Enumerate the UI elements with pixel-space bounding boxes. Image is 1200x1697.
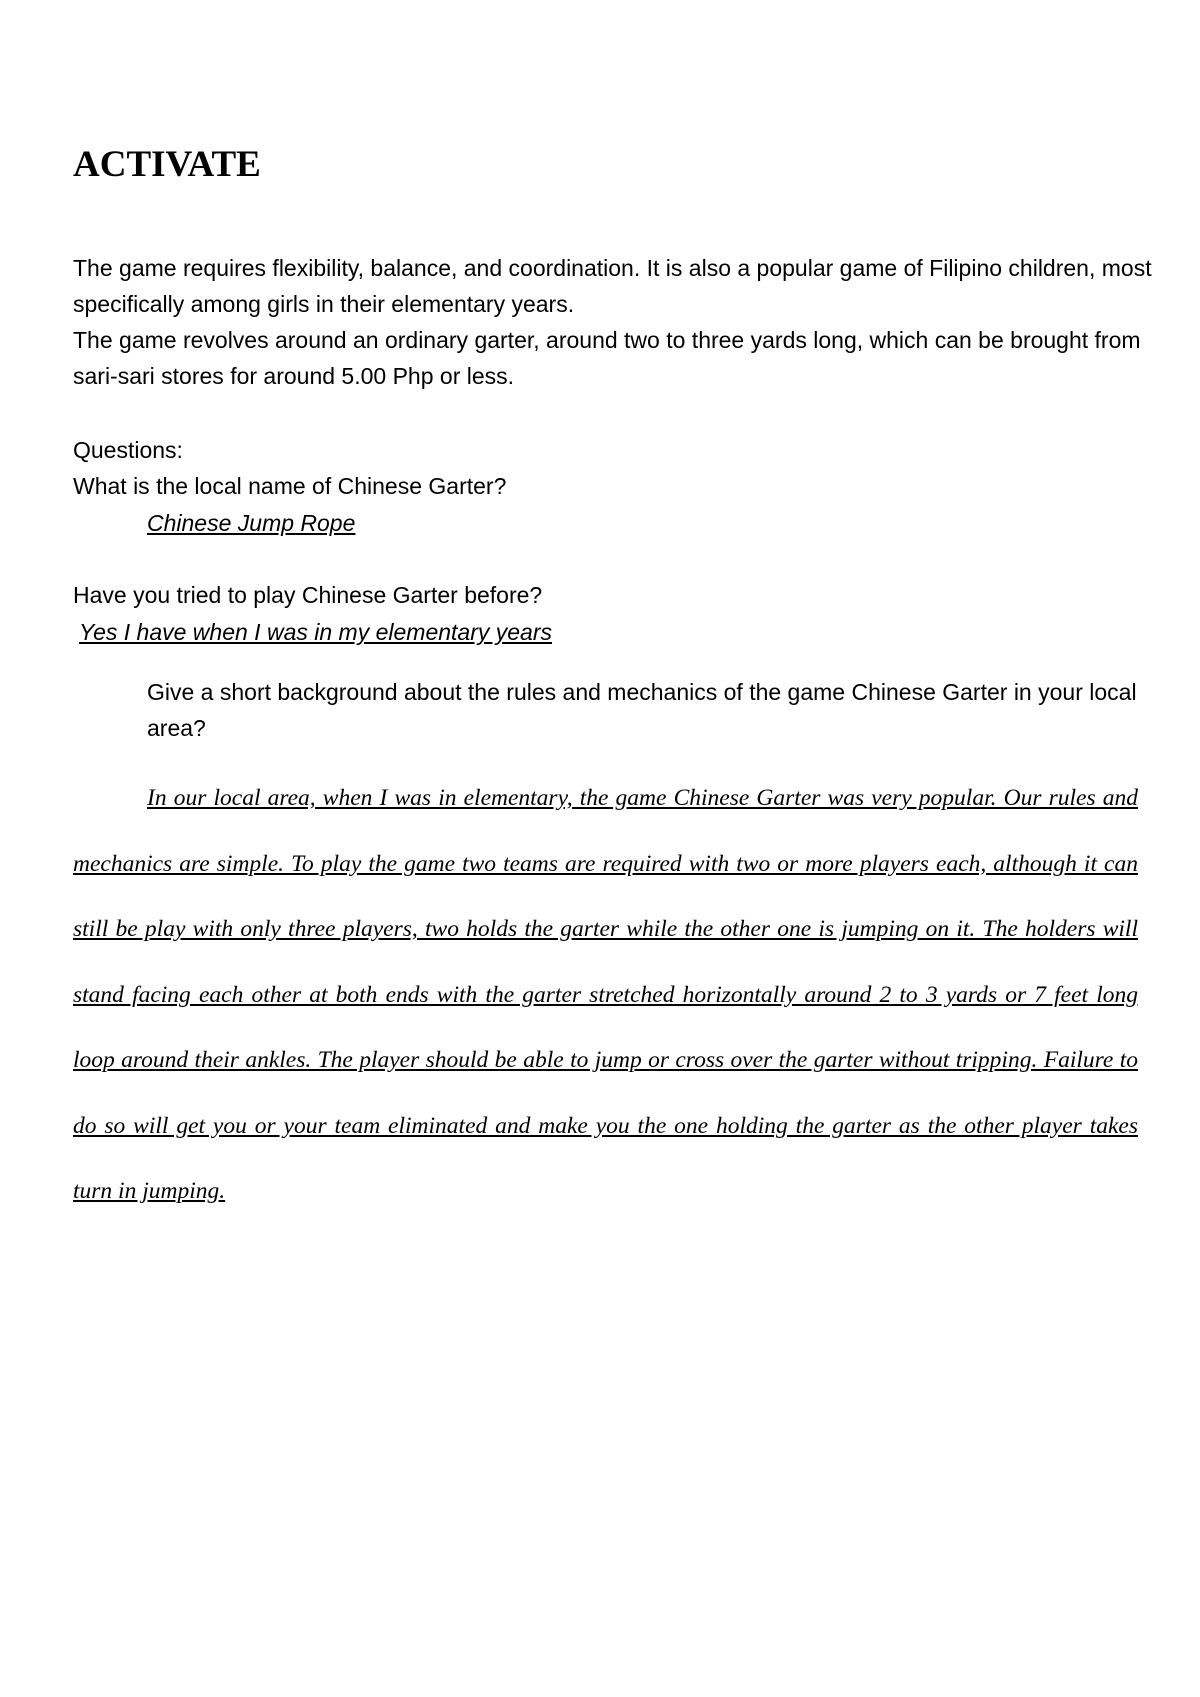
question-text: Give a short background about the rules and mechanics of the game Chinese Garter in your local area? [147, 679, 1137, 741]
question-text: Have you tried to play Chinese Garter before? [73, 582, 543, 608]
intro-section [73, 250, 1153, 394]
page-title: ACTIVATE [73, 144, 261, 185]
intro-paragraph: The game requires flexibility, balance, and coordination. It is also a popular game of Filipino children, most specifically among girls in their elementary years. [73, 255, 1152, 317]
intro-paragraph: The game revolves around an ordinary garter, around two to three yards long, which can be brought from sari-sari stores for around 5.00 Php or less. [73, 327, 1141, 389]
questions-label: Questions: [73, 437, 183, 463]
answer-text: Yes I have when I was in my elementary years [79, 619, 552, 645]
question-text: What is the local name of Chinese Garter? [73, 473, 507, 499]
essay-answer: In our local area, when I was in elementary, the game Chinese Garter was very popular. Our rules and mechanics are simple. To play the game two teams are required with two or more players each, although it can still be play with only three players, two holds the garter while the other one is jumping on it. The holders will stand facing each other at both ends with the garter stretched horizontally around 2 to 3 yards or 7 feet long loop around their ankles. The player should be able to jump or cross over the garter without tripping. Failure to do so will get you or your team eliminated and make you the one holding the garter as the other player takes turn in jumping. [73, 785, 1138, 1204]
answer-text: Chinese Jump Rope [147, 510, 356, 536]
